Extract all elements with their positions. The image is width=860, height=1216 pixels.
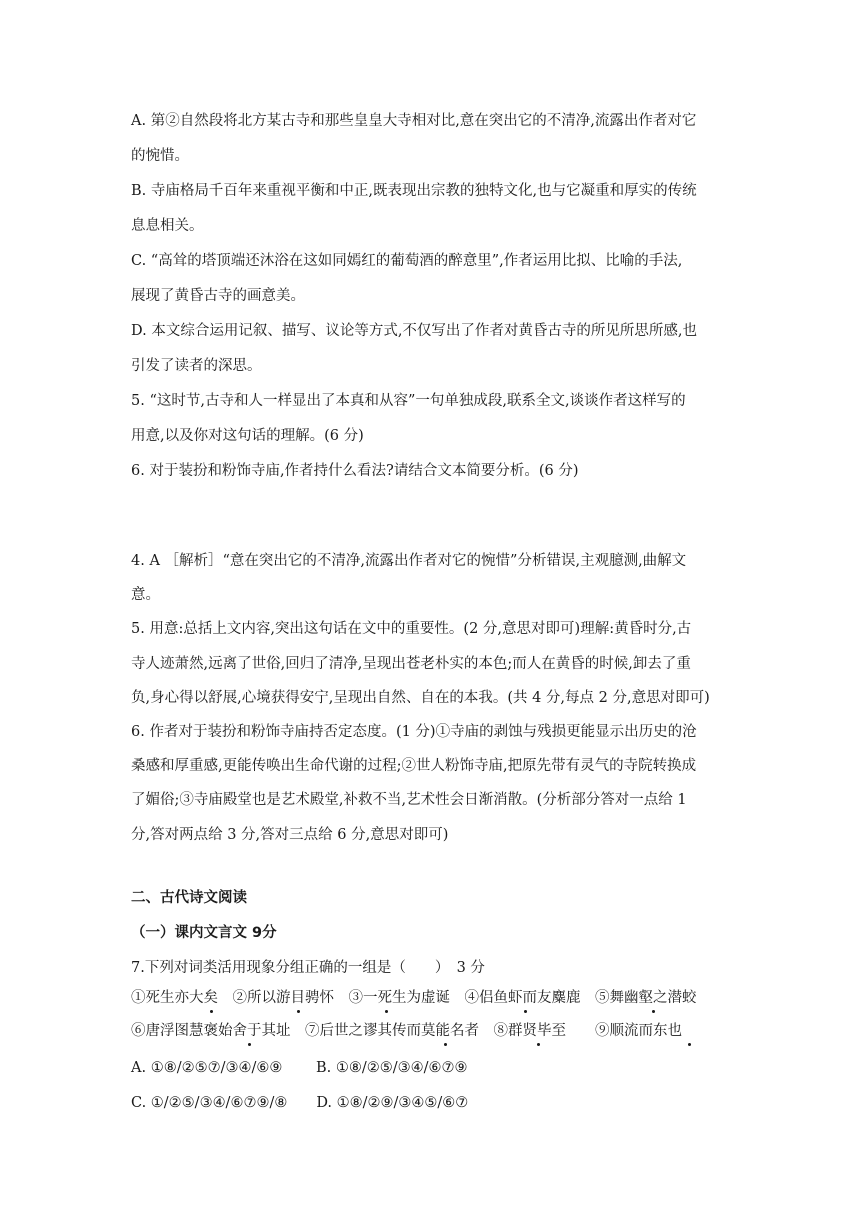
emphasis-dot bbox=[210, 1010, 213, 1013]
question-text-line: 引发了读者的深思。 bbox=[131, 358, 262, 374]
question-text-line: B. 寺庙格局千百年来重视平衡和中正,既表现出宗教的独特文化,也与它凝重和厚实的传统 bbox=[131, 183, 697, 199]
answer-text-line: 寺人迹萧然,远离了世俗,回归了清净,呈现出苍老朴实的本色;而人在黄昏的时候,卸去了重 bbox=[131, 655, 691, 672]
emphasis-dots-line-1 bbox=[131, 1010, 731, 1016]
question-text-line: A. 第②自然段将北方某古寺和那些皇皇大寺相对比,意在突出它的不清净,流露出作者对它 bbox=[131, 113, 697, 129]
question-text-line: 展现了黄昏古寺的画意美。 bbox=[131, 288, 305, 304]
question-text-line: 6. 对于装扮和粉饰寺庙,作者持什么看法?请结合文本简要分析。(6 分) bbox=[131, 463, 579, 479]
question-text-line: 息息相关。 bbox=[131, 218, 204, 234]
emphasis-dot bbox=[444, 1043, 447, 1046]
question-text-line: 5. “这时节,古寺和人一样显出了本真和从容”一句单独成段,联系全文,谈谈作者这样写的 bbox=[131, 393, 686, 409]
question-7-options-cd: C. ①/②⑤/③④/⑥⑦⑨/⑧ D. ①⑧/②⑨/③④⑤/⑥⑦ bbox=[131, 1095, 469, 1111]
emphasis-dot bbox=[688, 1043, 691, 1046]
question-7-stem: 7.下列对词类活用现象分组正确的一组是（ ） 3 分 bbox=[131, 960, 485, 976]
emphasis-dots-line-2 bbox=[131, 1043, 731, 1049]
question-text-line: C. “高耸的塔顶端还沐浴在这如同嫣红的葡萄酒的醉意里”,作者运用比拟、比喻的手法, bbox=[131, 253, 683, 269]
answer-text-line: 负,身心得以舒展,心境获得安宁,呈现出自然、自在的本我。(共 4 分,每点 2 分,意思对即可) bbox=[131, 689, 710, 706]
question-text-line: D. 本文综合运用记叙、描写、议论等方式,不仅写出了作者对黄昏古寺的所见所思所感,也 bbox=[131, 323, 698, 339]
emphasis-dot bbox=[248, 1043, 251, 1046]
emphasis-dot bbox=[652, 1010, 655, 1013]
answer-text-line: 分,答对两点给 3 分,答对三点给 6 分,意思对即可) bbox=[131, 826, 449, 843]
answer-text-line: 4. A ［解析］“意在突出它的不清净,流露出作者对它的惋惜”分析错误,主观臆测,曲解文 bbox=[131, 553, 687, 569]
answer-text-line: 了媚俗;③寺庙殿堂也是艺术殿堂,补救不当,艺术性会日渐消散。(分析部分答对一点给 1 bbox=[131, 792, 687, 809]
question-7-options-ab: A. ①⑧/②⑤⑦/③④/⑥⑨ B. ①⑧/②⑤/③④/⑥⑦⑨ bbox=[131, 1060, 468, 1076]
question-7-items-line-1: ①死生亦大矣 ②所以游目骋怀 ③一死生为虚诞 ④侣鱼虾而友麋鹿 ⑤舞幽壑之潜蛟 bbox=[131, 990, 697, 1006]
question-text-line: 的惋惜。 bbox=[131, 148, 189, 164]
answer-text-line: 桑感和厚重感,更能传唤出生命代谢的过程;②世人粉饰寺庙,把原先带有灵气的寺院转换成 bbox=[131, 758, 697, 775]
emphasis-dot bbox=[537, 1043, 540, 1046]
section-title: 二、古代诗文阅读 bbox=[131, 890, 247, 906]
subsection-title: （一）课内文言文 9分 bbox=[131, 925, 277, 941]
answer-text-line: 6. 作者对于装扮和粉饰寺庙持否定态度。(1 分)①寺庙的剥蚀与残损更能显示出历史的沧 bbox=[131, 724, 697, 740]
emphasis-dot bbox=[524, 1010, 527, 1013]
question-text-line: 用意,以及你对这句话的理解。(6 分) bbox=[131, 428, 364, 444]
answer-text-line: 5. 用意:总括上文内容,突出这句话在文中的重要性。(2 分,意思对即可)理解:黄昏时分,古 bbox=[131, 621, 692, 638]
emphasis-dot bbox=[297, 1010, 300, 1013]
answer-text-line: 意。 bbox=[131, 587, 160, 604]
emphasis-dot bbox=[385, 1010, 388, 1013]
question-7-items-line-2: ⑥唐浮图慧褒始舍于其址 ⑦后世之谬其传而莫能名者 ⑧群贤毕至 ⑨顺流而东也 bbox=[131, 1023, 682, 1039]
